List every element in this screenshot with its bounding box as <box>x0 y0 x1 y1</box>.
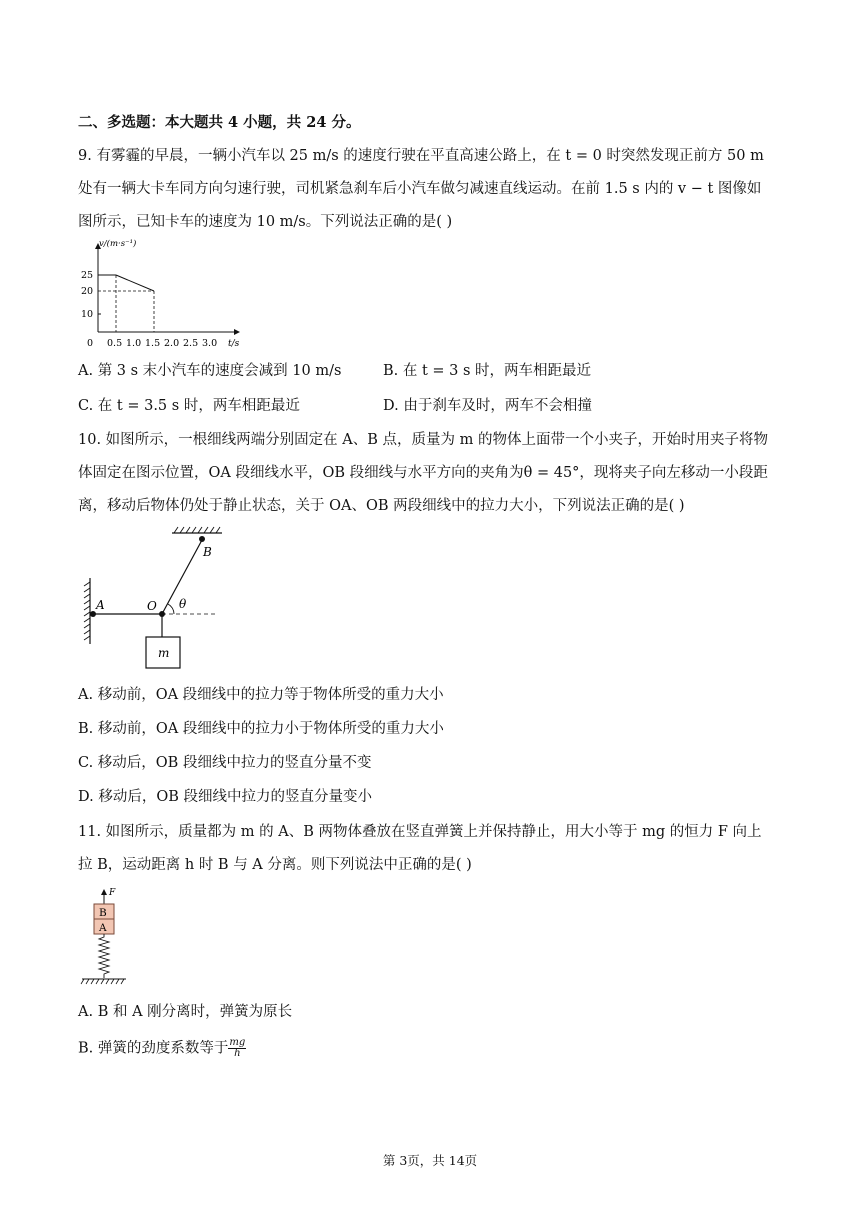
q9-text-line-1: 9. 有雾霾的早晨，一辆小汽车以 25 m/s 的速度行驶在平直高速公路上，在 t = 0 时突然发现正前方 50 m <box>78 148 764 164</box>
q11-spring-diagram <box>78 884 132 988</box>
q9-option-a: A. 第 3 s 末小汽车的速度会减到 10 m/s <box>78 363 342 379</box>
section-title: 二、多选题：本大题共 4 小题，共 24 分。 <box>78 114 361 131</box>
x-tick-1.5: 1.5 <box>145 338 161 349</box>
q11-text-line-2: 拉 B，运动距离 h 时 B 与 A 分离。则下列说法中正确的是( ) <box>78 857 472 873</box>
q9-text-line-3: 图所示，已知卡车的速度为 10 m/s。下列说法正确的是( ) <box>78 214 453 230</box>
fraction-denominator: h <box>234 1048 241 1059</box>
q9-vt-graph <box>76 236 256 354</box>
fraction-numerator: mg <box>229 1037 246 1048</box>
label-o: O <box>147 599 157 613</box>
q10-text-line-1: 10. 如图所示，一根细线两端分别固定在 A、B 点，质量为 m 的物体上面带一个小夹子，开始时用夹子将物 <box>78 432 768 448</box>
y-tick-25: 25 <box>81 270 94 281</box>
label-m: m <box>158 646 170 660</box>
q10-option-c: C. 移动后，OB 段细线中拉力的竖直分量不变 <box>78 755 372 771</box>
q10-option-b: B. 移动前，OA 段细线中的拉力小于物体所受的重力大小 <box>78 721 444 737</box>
velocity-line-decel <box>116 275 154 291</box>
label-a: A <box>99 922 107 934</box>
q9-text-line-2: 处有一辆大卡车同方向匀速行驶，司机紧急刹车后小汽车做匀减速直线运动。在前 1.5 s 内的 v − t 图像如 <box>78 181 762 197</box>
q10-option-a: A. 移动前，OA 段细线中的拉力等于物体所受的重力大小 <box>78 687 444 703</box>
origin-label: 0 <box>87 338 94 349</box>
q10-string-diagram <box>76 526 226 676</box>
q11-option-b-text: B. 弹簧的劲度系数等于 <box>78 1040 229 1057</box>
page-footer: 第 3页，共 14页 <box>382 1153 478 1168</box>
label-b: B <box>203 545 212 559</box>
label-theta: θ <box>179 597 187 611</box>
fraction-mg-over-h <box>228 1038 246 1059</box>
x-tick-3.0: 3.0 <box>202 338 218 349</box>
y-tick-20: 20 <box>81 286 94 297</box>
y-tick-10: 10 <box>81 309 94 320</box>
q10-option-d: D. 移动后，OB 段细线中拉力的竖直分量变小 <box>78 789 372 805</box>
q10-text-line-2: 体固定在图示位置，OA 段细线水平，OB 段细线与水平方向的夹角为θ = 45°，现将夹子向左移动一小段距 <box>78 465 768 481</box>
q9-option-d: D. 由于刹车及时，两车不会相撞 <box>383 398 592 414</box>
x-tick-0.5: 0.5 <box>107 338 123 349</box>
q9-option-c: C. 在 t = 3.5 s 时，两车相距最近 <box>78 398 300 414</box>
label-f: F <box>109 888 116 898</box>
x-tick-1.0: 1.0 <box>126 338 142 349</box>
q11-text-line-1: 11. 如图所示，质量都为 m 的 A、B 两物体叠放在竖直弹簧上并保持静止，用大小等于 mg 的恒力 F 向上 <box>78 824 762 840</box>
label-b: B <box>99 907 107 919</box>
q11-option-b <box>78 1038 246 1059</box>
q10-text-line-3: 离，移动后物体仍处于静止状态，关于 OA、OB 两段细线中的拉力大小，下列说法正确的是( ) <box>78 498 685 514</box>
x-tick-2.0: 2.0 <box>164 338 180 349</box>
x-tick-2.5: 2.5 <box>183 338 199 349</box>
y-axis-label: v/(m·s⁻¹) <box>99 239 137 249</box>
label-a: A <box>96 598 105 612</box>
q11-option-a: A. B 和 A 刚分离时，弹簧为原长 <box>78 1004 293 1020</box>
x-axis-label: t/s <box>228 339 240 349</box>
spring <box>99 934 109 978</box>
q9-option-b: B. 在 t = 3 s 时，两车相距最近 <box>383 363 592 379</box>
